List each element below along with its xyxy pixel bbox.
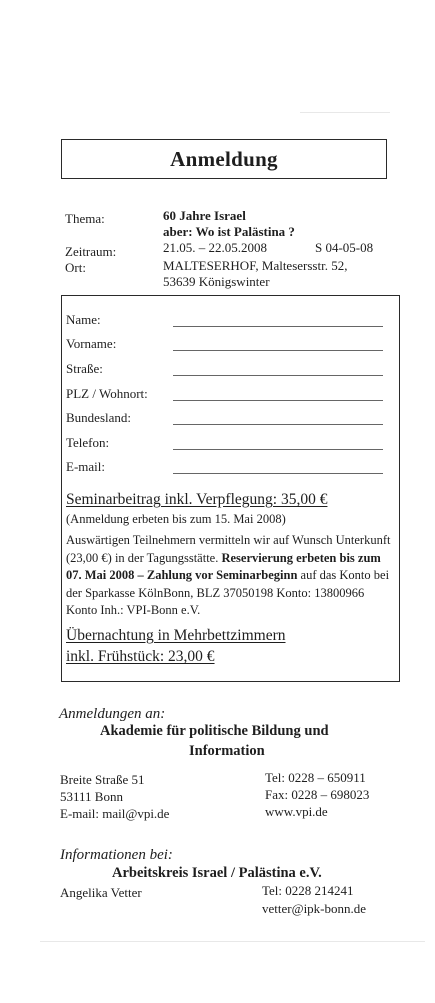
field-label: PLZ / Wohnort: [66,386,148,401]
top-rule [300,112,390,113]
field-label: Straße: [66,361,103,376]
org-line-1: Akademie für politische Bildung und [100,723,329,739]
street: Breite Straße 51 [60,772,145,787]
info-text-2: auf das Konto bei der Sparkasse KölnBonn, BLZ 37050198 Konto: 13800966 Konto Inh.: VPI-Bonn e.V. [66,568,390,617]
field-label: Bundesland: [66,410,131,425]
ort-line-1: MALTESERHOF, Maltesersstr. 52, [163,258,348,273]
org-line-2: Information [189,743,265,759]
field-label: Telefon: [66,435,110,450]
field-line[interactable] [173,473,383,474]
title-box [61,139,387,179]
ort-label: Ort: [65,260,86,275]
page-title: Anmeldung [170,146,278,171]
field-line[interactable] [173,424,383,425]
field-line[interactable] [173,326,383,327]
form-field-vorname[interactable] [66,336,396,354]
contact-person: Angelika Vetter [60,885,142,900]
information-tel: Tel: 0228 214241 [262,883,354,898]
form-field-strasse[interactable] [66,361,396,379]
registration-form [61,295,400,682]
accommodation-info [66,532,391,620]
form-field-bundesland[interactable] [66,410,396,428]
thema-label: Thema: [65,211,105,226]
thema-line-1: 60 Jahre Israel [163,208,246,223]
field-label: Name: [66,312,101,327]
registration-web[interactable]: www.vpi.de [265,804,328,819]
bottom-rule [40,941,425,942]
zeitraum-value: 21.05. – 22.05.2008 [163,240,267,255]
field-line[interactable] [173,350,383,351]
information-org: Arbeitskreis Israel / Palästina e.V. [112,865,322,881]
city: 53111 Bonn [60,789,123,804]
overnight-line-2: inkl. Frühstück: 23,00 € [66,648,215,665]
field-line[interactable] [173,375,383,376]
registration-fax: Fax: 0228 – 698023 [265,787,370,802]
info-bold-2: bis zum 07. Mai 2008 – Zahlung vor Seminarbeginn [66,550,381,582]
registration-email: E-mail: mail@vpi.de [60,806,170,821]
info-bold-1: Reservierung erbeten [221,550,337,565]
seminar-code: S 04-05-08 [315,240,374,255]
info-text-1: Auswärtigen Teilnehmern vermitteln wir auf Wunsch Unterkunft (23,00 €) in der Tagungsstätte. [66,533,391,565]
form-field-telefon[interactable] [66,435,396,453]
information-email[interactable]: vetter@ipk-bonn.de [262,901,367,916]
registration-tel: Tel: 0228 – 650911 [265,770,366,785]
ort-line-2: 53639 Königswinter [163,274,270,289]
field-line[interactable] [173,449,383,450]
field-line[interactable] [173,400,383,401]
registration-deadline: (Anmeldung erbeten bis zum 15. Mai 2008) [66,512,286,526]
form-field-name[interactable] [66,312,396,330]
zeitraum-label: Zeitraum: [65,244,117,259]
form-field-plz-wohnort[interactable] [66,386,396,404]
field-label: Vorname: [66,336,117,351]
registration-heading: Anmeldungen an: [59,706,166,722]
field-label: E-mail: [66,459,105,474]
thema-line-2: aber: Wo ist Palästina ? [163,224,295,239]
overnight-line-1: Übernachtung in Mehrbettzimmern [66,627,286,644]
information-heading: Informationen bei: [60,847,173,863]
form-field-email[interactable] [66,459,396,477]
seminar-fee: Seminarbeitrag inkl. Verpflegung: 35,00 € [66,491,328,508]
